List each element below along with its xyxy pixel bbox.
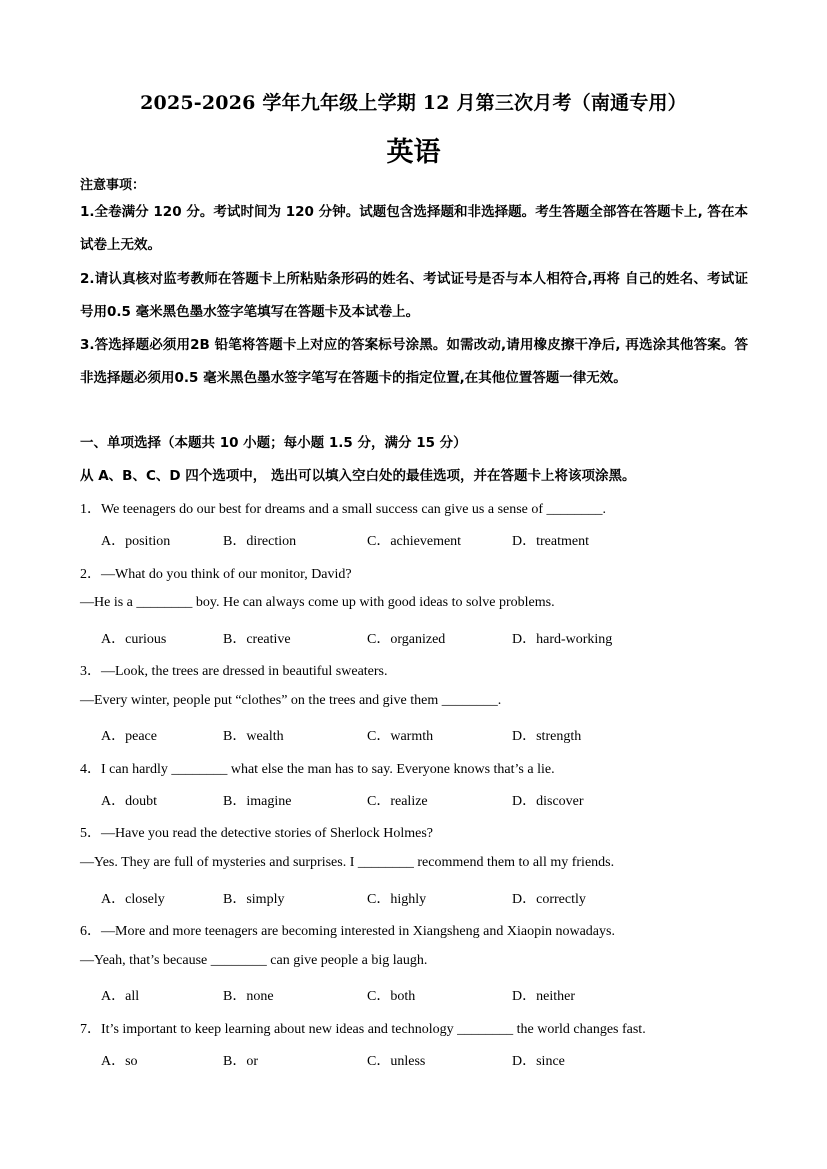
option-c: C．both — [367, 989, 416, 1004]
option-a: A．peace — [101, 729, 157, 744]
option-a: A．curious — [101, 632, 167, 647]
option-a: A．doubt — [101, 794, 157, 809]
option-a: A．so — [101, 1054, 138, 1069]
option-c: C．highly — [367, 892, 427, 907]
option-d: D．neither — [512, 989, 575, 1004]
option-b: B．imagine — [223, 794, 292, 809]
notice-item: 3.答选择题必须用2B 铅笔将答题卡上对应的答案标号涂黑。如需改动,请用橡皮擦干净后, 再选涂其他答案。答非选择题必须用0.5 毫米黑色墨水签字笔写在答题卡的指定位置,在其他位置答题一律无效。 — [80, 337, 748, 386]
option-d: D．strength — [512, 729, 582, 744]
question-stem: 7．It’s important to keep learning about new ideas and technology ________ the world changes fast. — [80, 1022, 646, 1037]
option-d: D．discover — [512, 794, 584, 809]
question-line: —Every winter, people put “clothes” on the trees and give them ________. — [80, 693, 502, 708]
option-c: C．realize — [367, 794, 428, 809]
option-c: C．achievement — [367, 534, 462, 549]
notice-item: 1.全卷满分 120 分。考试时间为 120 分钟。试题包含选择题和非选择题。考生答题全部答在答题卡上, 答在本试卷上无效。 — [80, 204, 748, 253]
question-line: —Yes. They are full of mysteries and surprises. I ________ recommend them to all my friends. — [80, 855, 615, 870]
option-b: B．or — [223, 1054, 258, 1069]
option-b: B．wealth — [223, 729, 284, 744]
option-b: B．none — [223, 989, 274, 1004]
option-a: A．all — [101, 989, 140, 1004]
notice-heading: 注意事项： — [80, 178, 146, 193]
option-a: A．closely — [101, 892, 165, 907]
question-stem: 5．—Have you read the detective stories of Sherlock Holmes? — [80, 826, 434, 841]
option-b: B．simply — [223, 892, 285, 907]
notice-item: 2.请认真核对监考教师在答题卡上所粘贴条形码的姓名、考试证号是否与本人相符合,再将 自己的姓名、考试证号用0.5 毫米黑色墨水签字笔填写在答题卡及本试卷上。 — [80, 271, 748, 320]
option-d: D．hard-working — [512, 632, 613, 647]
option-c: C．unless — [367, 1054, 426, 1069]
option-b: B．creative — [223, 632, 291, 647]
question-stem: 3．—Look, the trees are dressed in beautiful sweaters. — [80, 664, 388, 679]
question-stem: 6．—More and more teenagers are becoming interested in Xiangsheng and Xiaopin nowadays. — [80, 924, 615, 939]
option-c: C．organized — [367, 632, 446, 647]
question-line: —He is a ________ boy. He can always come up with good ideas to solve problems. — [80, 595, 555, 610]
option-d: D．since — [512, 1054, 565, 1069]
option-c: C．warmth — [367, 729, 434, 744]
section-instruction: 从 A、B、C、D 四个选项中， 选出可以填入空白处的最佳选项，并在答题卡上将该项涂黑。 — [80, 468, 636, 484]
section-title: 一、单项选择（本题共 10 小题；每小题 1.5 分，满分 15 分） — [80, 435, 467, 451]
subject-title: 英语 — [386, 137, 441, 168]
exam-title: 2025-2026 学年九年级上学期 12 月第三次月考（南通专用） — [140, 92, 687, 114]
question-stem: 1．We teenagers do our best for dreams and a small success can give us a sense of ________. — [80, 502, 607, 517]
question-line: —Yeah, that’s because ________ can give people a big laugh. — [80, 953, 428, 968]
option-b: B．direction — [223, 534, 297, 549]
question-stem: 2．—What do you think of our monitor, David? — [80, 567, 352, 582]
option-d: D．correctly — [512, 892, 586, 907]
question-stem: 4．I can hardly ________ what else the man has to say. Everyone knows that’s a lie. — [80, 762, 555, 777]
option-d: D．treatment — [512, 534, 589, 549]
option-a: A．position — [101, 534, 171, 549]
